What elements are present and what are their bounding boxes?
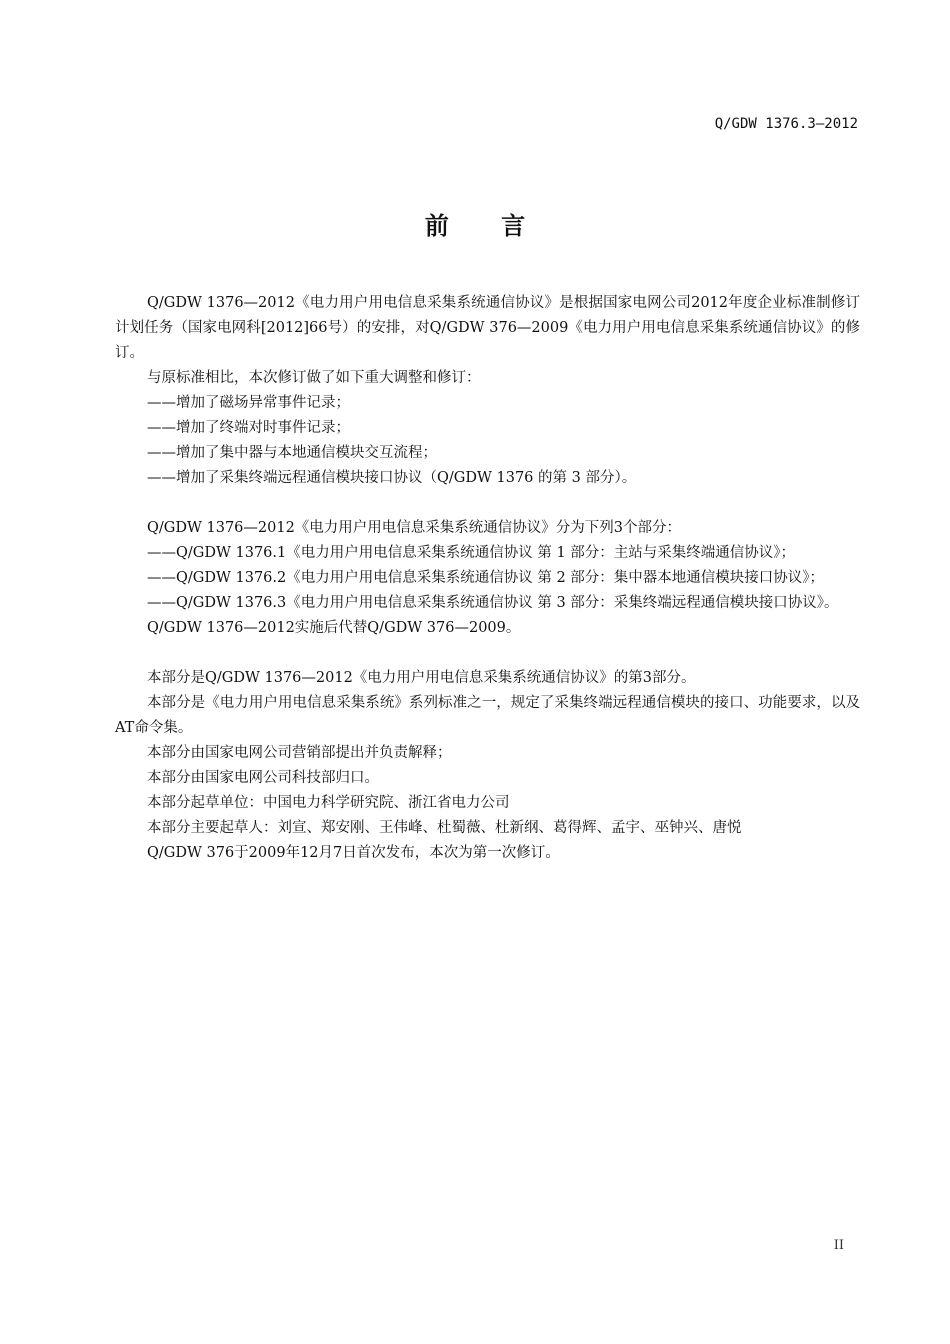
drafters-paragraph: 本部分主要起草人：刘宣、郑安刚、王伟峰、杜蜀薇、杜新纲、葛得辉、孟宇、巫钟兴、唐悦: [147, 820, 742, 836]
part-item: ——Q/GDW 1376.1《电力用户用电信息采集系统通信协议 第 1 部分：主站与采集终端通信协议》；: [147, 545, 796, 561]
administrator-paragraph: 本部分由国家电网公司科技部归口。: [147, 770, 379, 786]
scope-paragraph: 本部分是《电力用户用电信息采集系统》系列标准之一，规定了采集终端远程通信模块的接口、功能要求，以及AT命令集。: [115, 695, 860, 736]
change-item: ——增加了采集终端远程通信模块接口协议（Q/GDW 1376 的第 3 部分）。: [147, 470, 637, 486]
publication-history-paragraph: Q/GDW 376于2009年12月7日首次发布，本次为第一次修订。: [147, 845, 560, 861]
change-item: ——增加了集中器与本地通信模块交互流程；: [147, 445, 437, 461]
revision-intro-paragraph: Q/GDW 1376—2012《电力用户用电信息采集系统通信协议》是根据国家电网公司2012年度企业标准制修订计划任务（国家电网科[2012]66号）的安排，对Q/GDW 376—2009《电力用户用电信息采集系统通信协议》的修订。: [115, 295, 860, 361]
part-item: ——Q/GDW 1376.2《电力用户用电信息采集系统通信协议 第 2 部分：集中器本地通信模块接口协议》；: [147, 570, 825, 586]
part-statement-paragraph: 本部分是Q/GDW 1376—2012《电力用户用电信息采集系统通信协议》的第3部分。: [147, 670, 696, 686]
drafting-units-paragraph: 本部分起草单位：中国电力科学研究院、浙江省电力公司: [147, 795, 510, 811]
change-item: ——增加了终端对时事件记录；: [147, 420, 350, 436]
paragraph-gap: [115, 491, 860, 516]
changes-lead-paragraph: 与原标准相比，本次修订做了如下重大调整和修订：: [147, 370, 481, 386]
change-item: ——增加了磁场异常事件记录；: [147, 395, 350, 411]
paragraph-gap: [115, 641, 860, 666]
proposer-paragraph: 本部分由国家电网公司营销部提出并负责解释；: [147, 745, 452, 761]
document-body: [115, 291, 860, 866]
document-code: Q/GDW 1376.3—2012: [714, 116, 858, 132]
page-number: II: [833, 1238, 844, 1253]
part-item: ——Q/GDW 1376.3《电力用户用电信息采集系统通信协议 第 3 部分：采集终端远程通信模块接口协议》。: [147, 595, 839, 611]
page-title: 前 言: [424, 212, 526, 240]
parts-lead-paragraph: Q/GDW 1376—2012《电力用户用电信息采集系统通信协议》分为下列3个部分：: [147, 520, 682, 536]
replacement-paragraph: Q/GDW 1376—2012实施后代替Q/GDW 376—2009。: [147, 620, 521, 636]
